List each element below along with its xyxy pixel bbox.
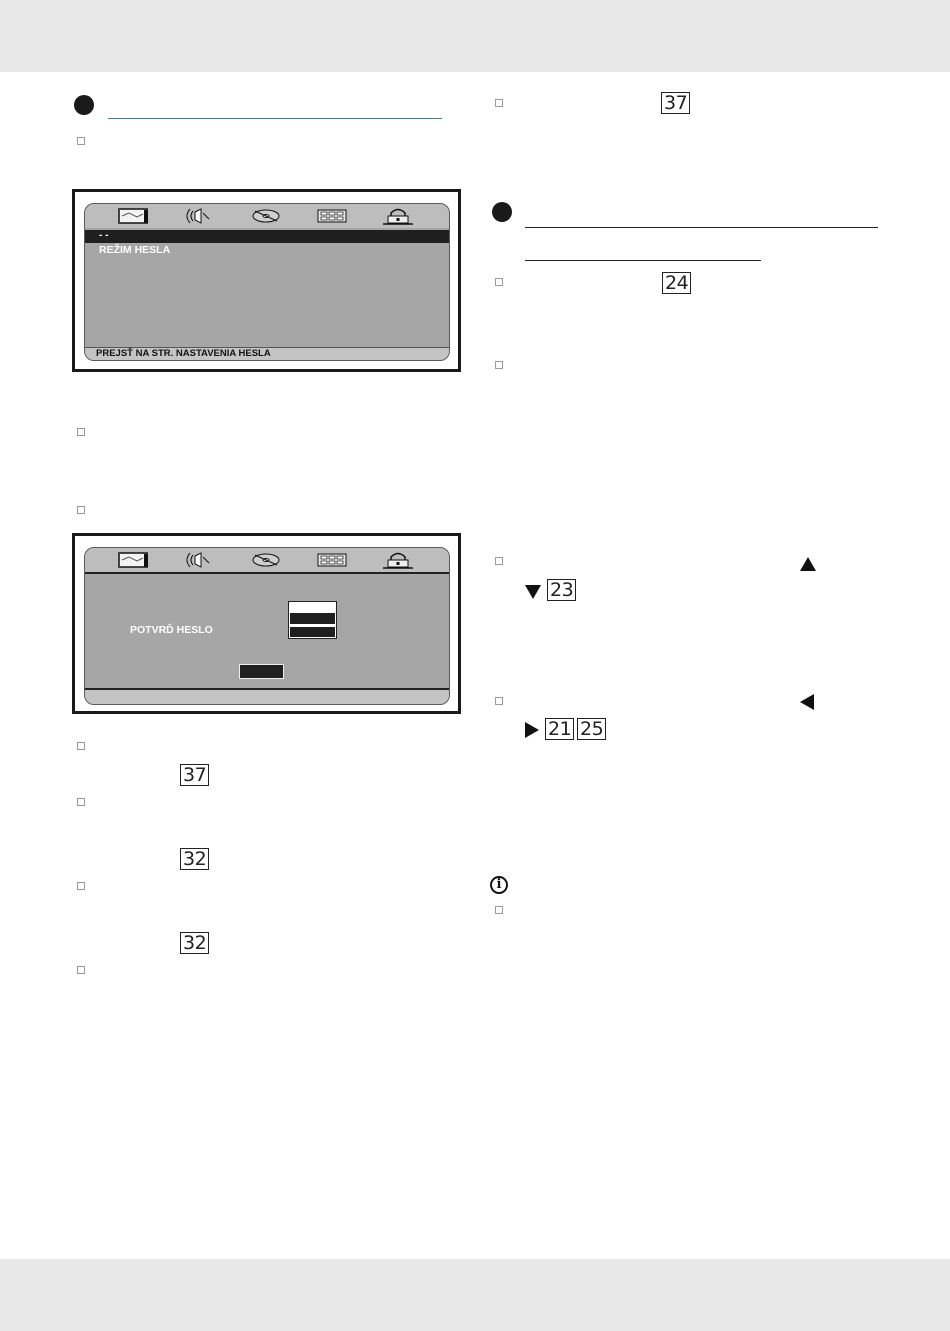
list-bullet [77, 137, 85, 145]
tv-display-icon [117, 207, 151, 225]
osd-tab-bar [85, 548, 449, 574]
osd-tab-bar [85, 204, 449, 228]
list-bullet [495, 361, 503, 369]
list-bullet [77, 506, 85, 514]
osd-password-field [288, 601, 337, 639]
bottom-margin-band [0, 1259, 950, 1331]
section-marker-dot [492, 202, 512, 222]
speaker-icon [181, 207, 215, 225]
osd-screen-confirm-password [72, 533, 461, 714]
list-bullet [77, 966, 85, 974]
arrow-up-icon [800, 557, 816, 571]
lock-icon [381, 207, 415, 225]
osd-password-field-row [290, 627, 335, 637]
section-heading-underline [525, 260, 761, 261]
osd-menu-item-password-mode: REŽIM HESLA [99, 244, 171, 256]
section-marker-dot [74, 95, 94, 115]
ref-number-box: 24 [662, 272, 691, 294]
list-bullet [495, 99, 503, 107]
list-bullet [77, 428, 85, 436]
arrow-left-icon [800, 694, 814, 710]
section-heading-underline [108, 118, 442, 119]
top-margin-band [0, 0, 950, 72]
osd-ok-button [239, 664, 284, 679]
osd-panel [84, 547, 450, 705]
osd-panel [84, 203, 450, 361]
osd-screen-password-mode [72, 189, 461, 372]
tv-display-icon [117, 551, 151, 569]
list-bullet [77, 798, 85, 806]
ref-number-box: 21 [545, 718, 574, 740]
arrow-right-icon [525, 722, 539, 738]
lock-icon [381, 551, 415, 569]
ref-number-box: 32 [180, 848, 209, 870]
ref-number-box: 32 [180, 932, 209, 954]
speaker-icon [181, 551, 215, 569]
info-icon: i [490, 876, 508, 894]
disc-icon [249, 207, 283, 225]
osd-confirm-password-label: POTVRĎ HESLO [130, 624, 213, 636]
ref-number-box: 37 [661, 92, 690, 114]
film-icon [315, 207, 349, 225]
osd-selected-row: - - [85, 230, 449, 243]
list-bullet [495, 697, 503, 705]
arrow-down-icon [525, 585, 541, 599]
disc-icon [249, 551, 283, 569]
list-bullet [77, 882, 85, 890]
list-bullet [77, 742, 85, 750]
list-bullet [495, 278, 503, 286]
ref-number-box: 23 [547, 579, 576, 601]
film-icon [315, 551, 349, 569]
section-heading-underline [525, 227, 878, 228]
list-bullet [495, 906, 503, 914]
osd-footer-bar [85, 688, 449, 704]
list-bullet [495, 557, 503, 565]
ref-number-box: 25 [577, 718, 606, 740]
osd-footer-hint: PREJSŤ NA STR. NASTAVENIA HESLA [85, 347, 449, 360]
ref-number-box: 37 [180, 764, 209, 786]
osd-password-field-row [290, 613, 335, 624]
